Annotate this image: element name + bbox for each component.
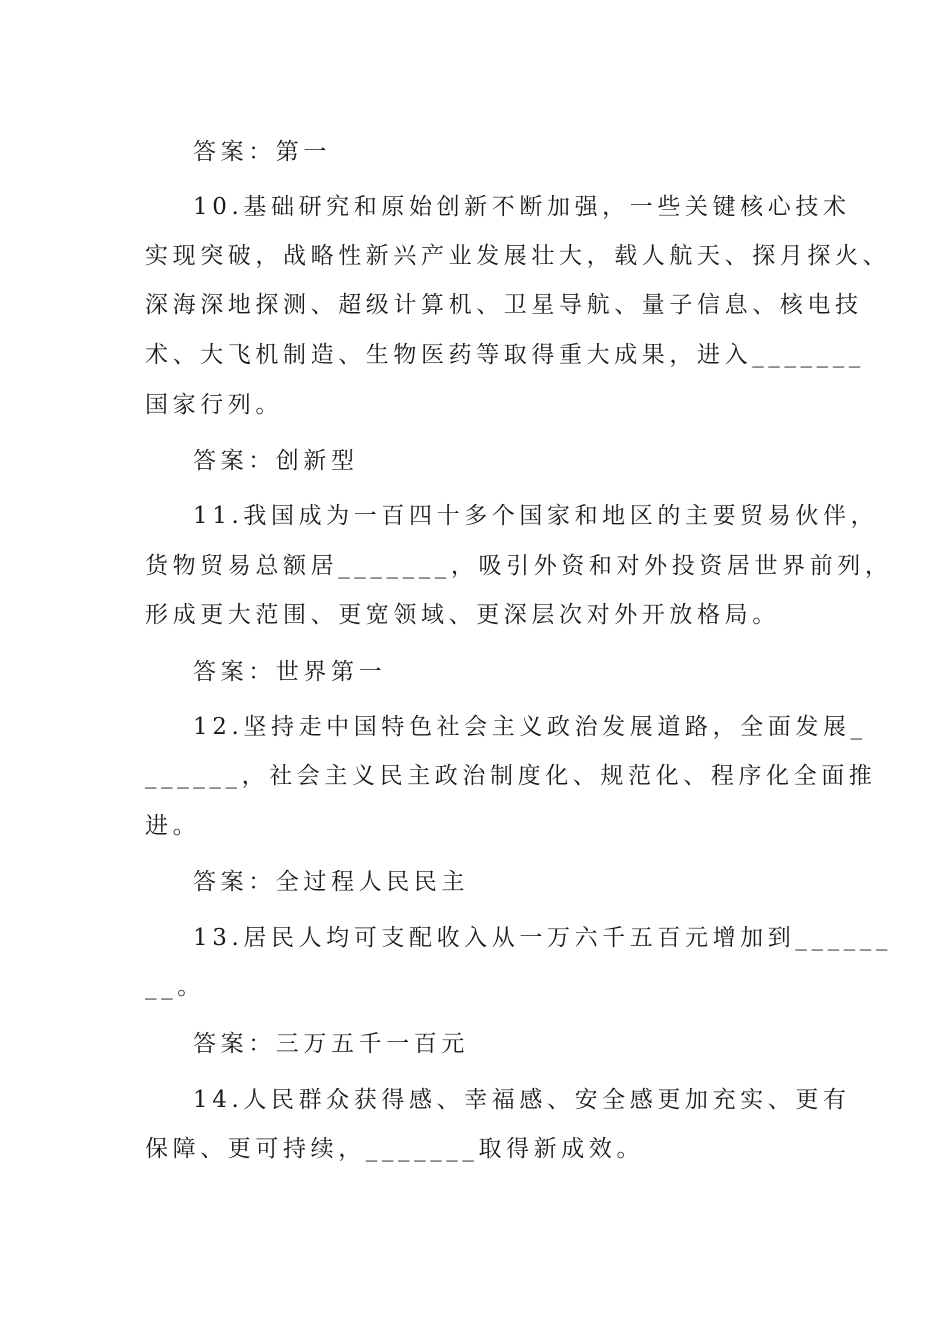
question-14-line-1: 14.人民群众获得感、幸福感、安全感更加充实、更有: [193, 1087, 851, 1113]
question-14-line-2: 保障、更可持续，_______取得新成效。: [145, 1136, 645, 1162]
question-10-line-1: 10.基础研究和原始创新不断加强，一些关键核心技术: [193, 194, 851, 220]
question-11-line-2: 货物贸易总额居_______，吸引外资和对外投资居世界前列，: [145, 553, 893, 579]
question-12-line-2: ______，社会主义民主政治制度化、规范化、程序化全面推: [145, 763, 877, 789]
question-11-line-1: 11.我国成为一百四十多个国家和地区的主要贸易伙伴，: [193, 503, 879, 529]
question-13-line-2: __。: [145, 974, 205, 1000]
question-10-line-2: 实现突破，战略性新兴产业发展壮大，载人航天、探月探火、: [145, 243, 891, 269]
question-10-line-3: 深海深地探测、超级计算机、卫星导航、量子信息、核电技: [145, 292, 863, 318]
answer-12: 答案：全过程人民民主: [193, 869, 469, 895]
answer-11: 答案：世界第一: [193, 659, 387, 685]
question-10-line-4: 术、大飞机制造、生物医药等取得重大成果，进入_______: [145, 342, 865, 368]
question-11-line-3: 形成更大范围、更宽领域、更深层次对外开放格局。: [145, 602, 780, 628]
question-10-line-5: 国家行列。: [145, 392, 283, 418]
question-13-line-1: 13.居民人均可支配收入从一万六千五百元增加到______: [193, 925, 892, 951]
question-12-line-1: 12.坚持走中国特色社会主义政治发展道路，全面发展_: [193, 714, 867, 740]
question-12-line-3: 进。: [145, 813, 201, 839]
answer-10: 答案：创新型: [193, 448, 359, 474]
answer-9: 答案：第一: [193, 139, 331, 165]
answer-13: 答案：三万五千一百元: [193, 1031, 469, 1057]
